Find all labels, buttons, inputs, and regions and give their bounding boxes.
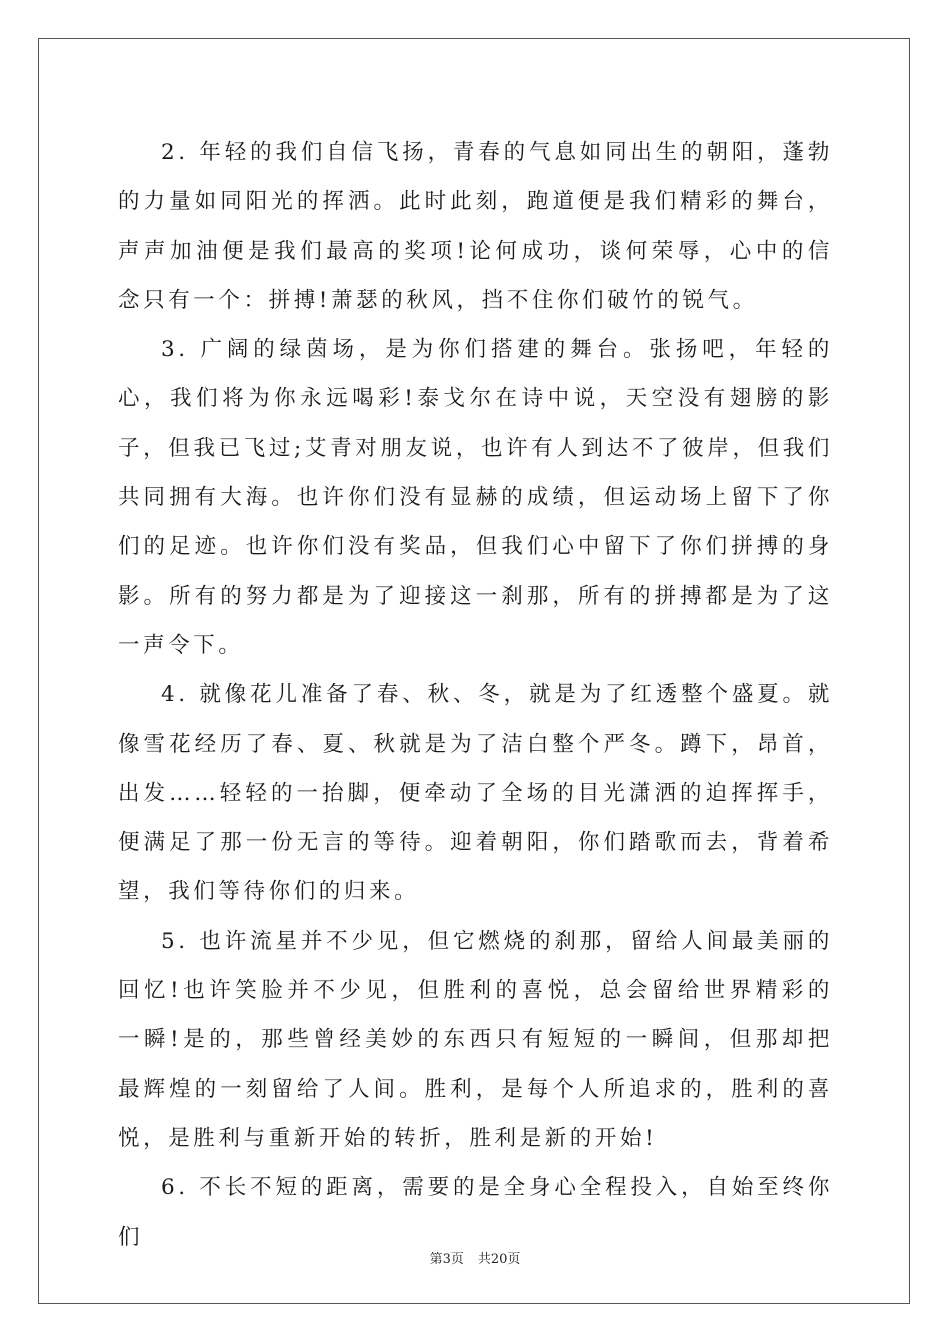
paragraph-4: 4. 就像花儿准备了春、秋、冬，就是为了红透整个盛夏。就像雪花经历了春、夏、秋就是为了洁白整个严冬。蹲下，昂首，出发……轻轻的一抬脚，便牵动了全场的目光潇洒的迫挥挥手，便满足了那一份无言的等待。迎着朝阳，你们踏歌而去，背着希望，我们等待你们的归来。: [118, 682, 833, 905]
page-number-total: 共20页: [477, 1252, 521, 1267]
paragraph-2: 2. 年轻的我们自信飞扬，青春的气息如同出生的朝阳，蓬勃的力量如同阳光的挥洒。此时此刻，跑道便是我们精彩的舞台，声声加油便是我们最高的奖项!论何成功，谈何荣辱，心中的信念只有一个：拼搏!萧瑟的秋风，挡不住你们破竹的锐气。: [118, 140, 833, 313]
paragraph-3: 3. 广阔的绿茵场，是为你们搭建的舞台。张扬吧，年轻的心，我们将为你永远喝彩!泰戈尔在诗中说，天空没有翅膀的影子，但我已飞过;艾青对朋友说，也许有人到达不了彼岸，但我们共同拥有大海。也许你们没有显赫的成绩，但运动场上留下了你们的足迹。也许你们没有奖品，但我们心中留下了你们拼搏的身影。所有的努力都是为了迎接这一刹那，所有的拼搏都是为了这一声令下。: [118, 337, 833, 658]
document-body: [118, 128, 833, 1262]
paragraph-5: 5. 也许流星并不少见，但它燃烧的刹那，留给人间最美丽的回忆!也许笑脸并不少见，但胜利的喜悦，总会留给世界精彩的一瞬!是的，那些曾经美妙的东西只有短短的一瞬间，但那却把最辉煌的一刻留给了人间。胜利，是每个人所追求的，胜利的喜悦，是胜利与重新开始的转折，胜利是新的开始!: [118, 928, 833, 1151]
paragraph-6: 6. 不长不短的距离，需要的是全身心全程投入，自始至终你们: [118, 1175, 833, 1250]
page-footer: [0, 1248, 950, 1267]
page-number-current: 第3页: [429, 1252, 464, 1267]
